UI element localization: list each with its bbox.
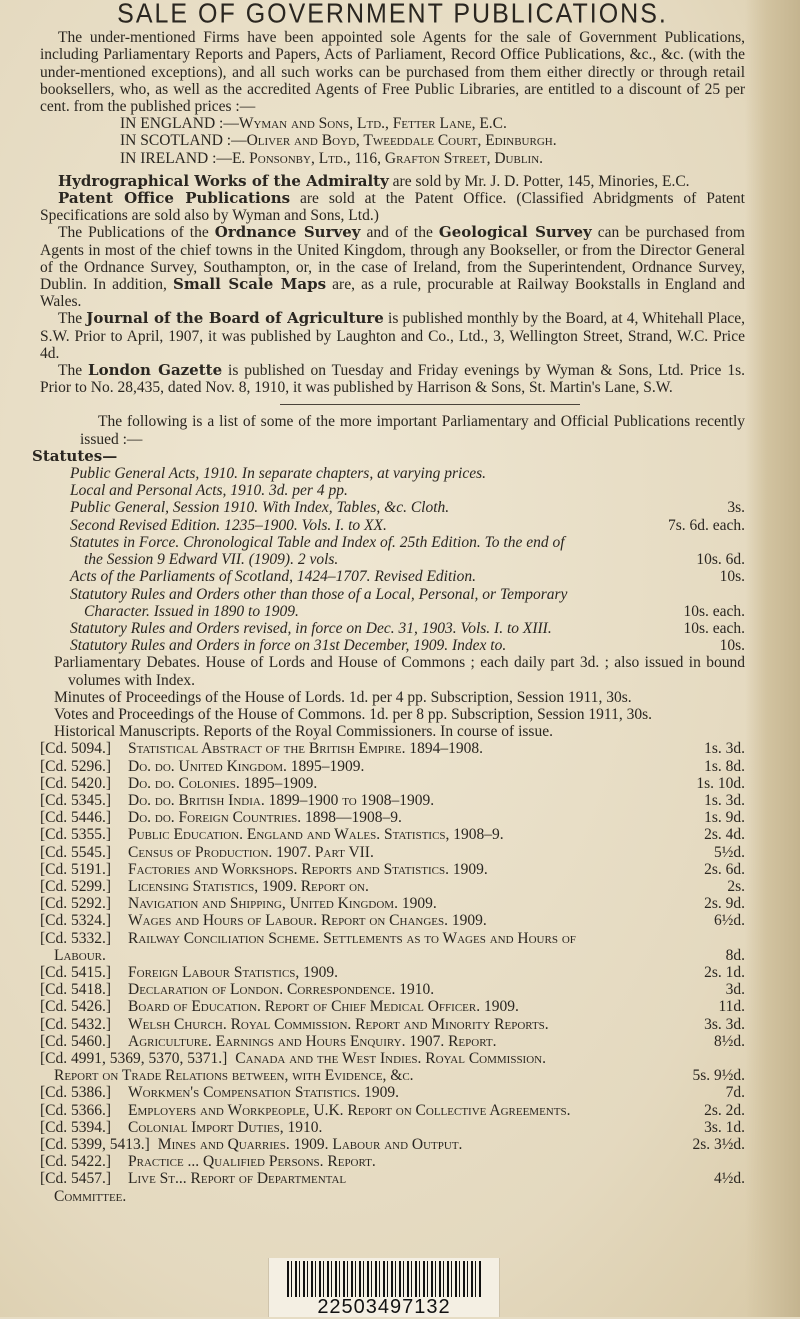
command-price bbox=[739, 1050, 745, 1067]
command-title: Licensing Statistics, 1909. Report on. bbox=[128, 877, 369, 895]
command-paper-item bbox=[40, 740, 745, 757]
command-price: 1s. 9d. bbox=[704, 809, 745, 827]
statute-item bbox=[70, 568, 745, 585]
command-title: Welsh Church. Royal Commission. Report and Minority Reports. bbox=[128, 1015, 549, 1033]
statute-item bbox=[70, 534, 745, 551]
command-paper-item bbox=[40, 826, 745, 843]
command-ref: [Cd. 5418.] bbox=[40, 981, 112, 999]
statute-price: 10s. each. bbox=[683, 602, 745, 620]
statute-item bbox=[70, 620, 745, 637]
command-ref: [Cd. 5094.] bbox=[40, 740, 112, 758]
command-price: 2s. 9d. bbox=[704, 895, 745, 913]
command-ref: [Cd. 5324.] bbox=[40, 912, 112, 930]
command-ref: [Cd. 5386.] bbox=[40, 1084, 112, 1102]
statute-text: Public General, Session 1910. With Index, Tables, &c. Cloth. bbox=[70, 499, 450, 517]
page-edge bbox=[745, 0, 800, 1317]
command-price: 2s. 2d. bbox=[704, 1101, 745, 1119]
command-ref: [Cd. 5399, 5413.] bbox=[40, 1136, 150, 1153]
statute-text: Statutory Rules and Orders in force on 31st December, 1909. Index to. bbox=[70, 637, 507, 655]
command-title: Committee. bbox=[54, 1187, 127, 1205]
statute-text: Second Revised Edition. 1235–1900. Vols. I. to XX. bbox=[70, 516, 387, 534]
statute-item bbox=[70, 637, 745, 654]
command-paper-item bbox=[40, 861, 745, 878]
command-title: Foreign Labour Statistics, 1909. bbox=[128, 963, 339, 981]
parliamentary-item: Votes and Proceedings of the House of Commons. 1d. per 8 pp. Subscription, Session 1911, 30s. bbox=[54, 705, 653, 723]
notice-gazette: The London Gazette is published on Tuesday and Friday evenings by Wyman & Sons, Ltd. Price 1s. Prior to No. 28,435, dated Nov. 8, 1910, it was published by Harrison & Sons, St. Martin's Lane, S.W. bbox=[40, 361, 745, 397]
statute-price: 3s. bbox=[727, 499, 745, 517]
agent-ireland: IN IRELAND :—E. Ponsonby, Ltd., 116, Grafton Street, Dublin. bbox=[120, 149, 544, 167]
command-paper-item bbox=[40, 1188, 745, 1205]
command-ref: [Cd. 5415.] bbox=[40, 963, 112, 981]
command-title: Statistical Abstract of the British Empire. 1894–1908. bbox=[128, 740, 483, 758]
command-paper-item bbox=[40, 1119, 745, 1136]
statute-item bbox=[70, 499, 745, 516]
statute-text: Statutory Rules and Orders other than those of a Local, Personal, or Temporary bbox=[70, 585, 568, 603]
command-title: Colonial Import Duties, 1910. bbox=[128, 1118, 323, 1136]
statute-text: the Session 9 Edward VII. (1909). 2 vols. bbox=[84, 551, 339, 569]
command-title: Workmen's Compensation Statistics. 1909. bbox=[128, 1084, 400, 1102]
command-title: Wages and Hours of Labour. Report on Changes. 1909. bbox=[128, 912, 487, 930]
notice-hydrographical: Hydrographical Works of the Admiralty are sold by Mr. J. D. Potter, 145, Minories, E.C. bbox=[58, 171, 690, 190]
command-price: 2s. 6d. bbox=[704, 860, 745, 878]
command-price: 1s. 3d. bbox=[704, 791, 745, 809]
command-paper-item bbox=[40, 1102, 745, 1119]
command-ref: [Cd. 5422.] bbox=[40, 1153, 112, 1171]
command-ref: [Cd. 5299.] bbox=[40, 877, 112, 895]
command-title: Census of Production. 1907. Part VII. bbox=[128, 843, 374, 861]
command-title: Do. do. United Kingdom. 1895–1909. bbox=[128, 757, 365, 775]
statute-price bbox=[737, 465, 745, 482]
command-price: 4½d. bbox=[714, 1170, 745, 1188]
command-papers-list bbox=[40, 740, 745, 1204]
command-price bbox=[739, 1153, 745, 1170]
command-title: Labour. bbox=[54, 946, 106, 964]
command-price: 3s. 3d. bbox=[704, 1015, 745, 1033]
list-intro: The following is a list of some of the more important Parliamentary and Official Publications recently issued :— bbox=[80, 413, 745, 448]
statute-price: 7s. 6d. each. bbox=[667, 516, 745, 534]
command-paper-item bbox=[40, 964, 745, 981]
lead-paragraph: The under-mentioned Firms have been appointed sole Agents for the sale of Government Publications, including Parliamentary Reports and Papers, Acts of Parliament, Record Office Publications, &c., &c. (with the under-mentioned exceptions), and all such works can be purchased from them either directly or through retail booksellers, who, as well as the accredited Agents of Free Public Libraries, are entitled to a discount of 25 per cent. from the published prices :— bbox=[40, 29, 745, 116]
command-price: 5s. 9½d. bbox=[692, 1067, 745, 1085]
command-ref: [Cd. 5420.] bbox=[40, 774, 112, 792]
statute-item bbox=[84, 603, 745, 620]
command-price: 1s. 10d. bbox=[696, 774, 745, 792]
command-price: 11d. bbox=[718, 998, 745, 1016]
statute-price: 10s. 6d. bbox=[696, 551, 745, 569]
command-price: 6½d. bbox=[714, 912, 745, 930]
command-ref: [Cd. 5446.] bbox=[40, 809, 112, 827]
statute-text: Statutes in Force. Chronological Table and Index of. 25th Edition. To the end of bbox=[70, 533, 565, 551]
command-ref: [Cd. 5460.] bbox=[40, 1032, 112, 1050]
command-title: Agriculture. Earnings and Hours Enquiry. 1907. Report. bbox=[128, 1032, 497, 1050]
command-price: 1s. 8d. bbox=[704, 757, 745, 775]
statute-price: 10s. bbox=[719, 568, 745, 586]
command-paper-item bbox=[40, 758, 745, 775]
command-title: Canada and the West Indies. Royal Commission. bbox=[235, 1049, 546, 1067]
barcode-number: 22503497132 bbox=[317, 1296, 451, 1318]
command-title: Navigation and Shipping, United Kingdom. 1909. bbox=[128, 895, 437, 913]
document-body bbox=[32, 0, 745, 1205]
statute-item bbox=[70, 482, 745, 499]
statute-item bbox=[84, 551, 745, 568]
parliamentary-item: Minutes of Proceedings of the House of Lords. 1d. per 4 pp. Subscription, Session 1911, 30s. bbox=[54, 688, 632, 706]
command-title: Railway Conciliation Scheme. Settlements as to Wages and Hours of bbox=[128, 929, 576, 947]
parliamentary-list bbox=[40, 654, 745, 740]
command-title: Do. do. Foreign Countries. 1898—1908–9. bbox=[128, 809, 402, 827]
command-paper-item bbox=[40, 912, 745, 929]
command-price: 8d. bbox=[725, 946, 745, 964]
command-price: 2s. 4d. bbox=[704, 826, 745, 844]
statute-price: 10s. each. bbox=[683, 619, 745, 637]
command-ref: [Cd. 5345.] bbox=[40, 791, 112, 809]
command-paper-item bbox=[40, 947, 745, 964]
command-paper-item bbox=[40, 930, 745, 947]
command-title: Declaration of London. Correspondence. 1910. bbox=[128, 981, 435, 999]
command-paper-item bbox=[40, 1033, 745, 1050]
notice-patent: Patent Office Publications are sold at the Patent Office. (Classified Abridgments of Patent Specifications are sold also by Wyman and Sons, Ltd.) bbox=[40, 189, 745, 225]
command-paper-item bbox=[40, 1153, 745, 1170]
notice-ordnance: The Publications of the Ordnance Survey and of the Geological Survey can be purchased from Agents in most of the chief towns in the United Kingdom, through any Bookseller, or from the Director General of the Ordnance Survey, Southampton, or, in the case of Ireland, from the Superintendent, Ordnance Survey, Dublin. In addition, Small Scale Maps are, as a rule, procurable at Railway Bookstalls in England and Wales. bbox=[40, 223, 745, 311]
statute-price: 10s. bbox=[719, 637, 745, 655]
command-price: 7d. bbox=[725, 1084, 745, 1102]
command-paper-item bbox=[40, 998, 745, 1015]
command-ref: [Cd. 5191.] bbox=[40, 860, 112, 878]
command-ref: [Cd. 4991, 5369, 5370, 5371.] bbox=[40, 1049, 228, 1067]
command-price: 1s. 3d. bbox=[704, 740, 745, 758]
command-price: 3d. bbox=[725, 981, 745, 999]
command-title: Mines and Quarries. 1909. Labour and Output. bbox=[157, 1136, 463, 1153]
command-title: Report on Trade Relations between, with Evidence, &c. bbox=[54, 1067, 414, 1085]
command-paper-item bbox=[40, 895, 745, 912]
statute-text: Public General Acts, 1910. In separate chapters, at varying prices. bbox=[70, 465, 486, 483]
command-ref: [Cd. 5426.] bbox=[40, 998, 112, 1016]
statutes-heading: Statutes— bbox=[32, 446, 118, 465]
command-paper-item bbox=[40, 844, 745, 861]
command-price bbox=[739, 930, 745, 947]
statute-text: Character. Issued in 1890 to 1909. bbox=[84, 602, 299, 620]
command-ref bbox=[40, 1067, 54, 1084]
statute-item bbox=[70, 465, 745, 482]
statute-item bbox=[70, 517, 745, 534]
statute-item bbox=[70, 586, 745, 603]
statute-price bbox=[737, 482, 745, 499]
command-paper-item bbox=[40, 878, 745, 895]
statute-price bbox=[737, 534, 745, 551]
statute-text: Acts of the Parliaments of Scotland, 1424–1707. Revised Edition. bbox=[70, 568, 476, 586]
statute-price bbox=[737, 586, 745, 603]
command-ref bbox=[40, 947, 54, 964]
command-paper-item bbox=[40, 775, 745, 792]
parliamentary-item: Historical Manuscripts. Reports of the Royal Commissioners. In course of issue. bbox=[54, 723, 553, 741]
command-ref: [Cd. 5394.] bbox=[40, 1118, 112, 1136]
statute-text: Statutory Rules and Orders revised, in force on Dec. 31, 1903. Vols. I. to XIII. bbox=[70, 619, 552, 637]
notice-journal: The Journal of the Board of Agriculture is published monthly by the Board, at 4, Whitehall Place, S.W. Prior to April, 1907, it was published by Laughton and Co., Ltd., 3, Wellington Street, Strand, W.C. Price 4d. bbox=[40, 309, 745, 362]
divider bbox=[280, 404, 580, 405]
command-paper-item bbox=[40, 1016, 745, 1033]
command-price: 2s. 3½d. bbox=[692, 1136, 745, 1153]
statute-text: Local and Personal Acts, 1910. 3d. per 4 pp. bbox=[70, 482, 348, 500]
statutes-list bbox=[40, 465, 745, 654]
command-paper-item bbox=[40, 981, 745, 998]
agent-england: IN ENGLAND :—Wyman and Sons, Ltd., Fetter Lane, E.C. bbox=[120, 115, 507, 133]
command-paper-item bbox=[40, 792, 745, 809]
command-ref bbox=[40, 1188, 54, 1205]
command-ref: [Cd. 5432.] bbox=[40, 1015, 112, 1033]
command-ref: [Cd. 5296.] bbox=[40, 757, 112, 775]
command-ref: [Cd. 5366.] bbox=[40, 1101, 112, 1119]
command-title: Do. do. Colonies. 1895–1909. bbox=[128, 774, 318, 792]
command-title: Live St... Report of Departmental bbox=[128, 1170, 347, 1188]
command-price: 2s. 1d. bbox=[704, 963, 745, 981]
command-price bbox=[739, 1188, 745, 1205]
command-paper-item bbox=[40, 1067, 745, 1084]
command-title: Employers and Workpeople, U.K. Report on Collective Agreements. bbox=[128, 1101, 571, 1119]
barcode-bars bbox=[287, 1261, 481, 1297]
command-ref: [Cd. 5332.] bbox=[40, 929, 112, 947]
agent-scotland: IN SCOTLAND :—Oliver and Boyd, Tweeddale Court, Edinburgh. bbox=[120, 132, 557, 150]
page-title: SALE OF GOVERNMENT PUBLICATIONS. bbox=[117, 0, 668, 30]
parliamentary-item: Parliamentary Debates. House of Lords and House of Commons ; each daily part 3d. ; also issued in bound volumes with Index. bbox=[54, 654, 745, 689]
barcode-label bbox=[268, 1258, 500, 1317]
command-ref: [Cd. 5292.] bbox=[40, 895, 112, 913]
command-title: Factories and Workshops. Reports and Statistics. 1909. bbox=[128, 860, 488, 878]
command-price: 2s. bbox=[727, 877, 745, 895]
command-price: 5½d. bbox=[714, 843, 745, 861]
command-title: Do. do. British India. 1899–1900 to 1908–1909. bbox=[128, 791, 435, 809]
command-paper-item bbox=[40, 1136, 745, 1153]
command-price: 3s. 1d. bbox=[704, 1118, 745, 1136]
command-title: Public Education. England and Wales. Statistics, 1908–9. bbox=[128, 826, 504, 844]
command-ref: [Cd. 5457.] bbox=[40, 1170, 112, 1188]
command-title: Practice ... Qualified Persons. Report. bbox=[128, 1153, 376, 1171]
agents-list bbox=[120, 115, 745, 167]
command-paper-item bbox=[40, 1084, 745, 1101]
command-ref: [Cd. 5545.] bbox=[40, 843, 112, 861]
command-paper-item bbox=[40, 1050, 745, 1067]
command-ref: [Cd. 5355.] bbox=[40, 826, 112, 844]
command-paper-item bbox=[40, 809, 745, 826]
command-price: 8½d. bbox=[714, 1032, 745, 1050]
command-title: Board of Education. Report of Chief Medical Officer. 1909. bbox=[128, 998, 519, 1016]
command-paper-item bbox=[40, 1170, 745, 1187]
